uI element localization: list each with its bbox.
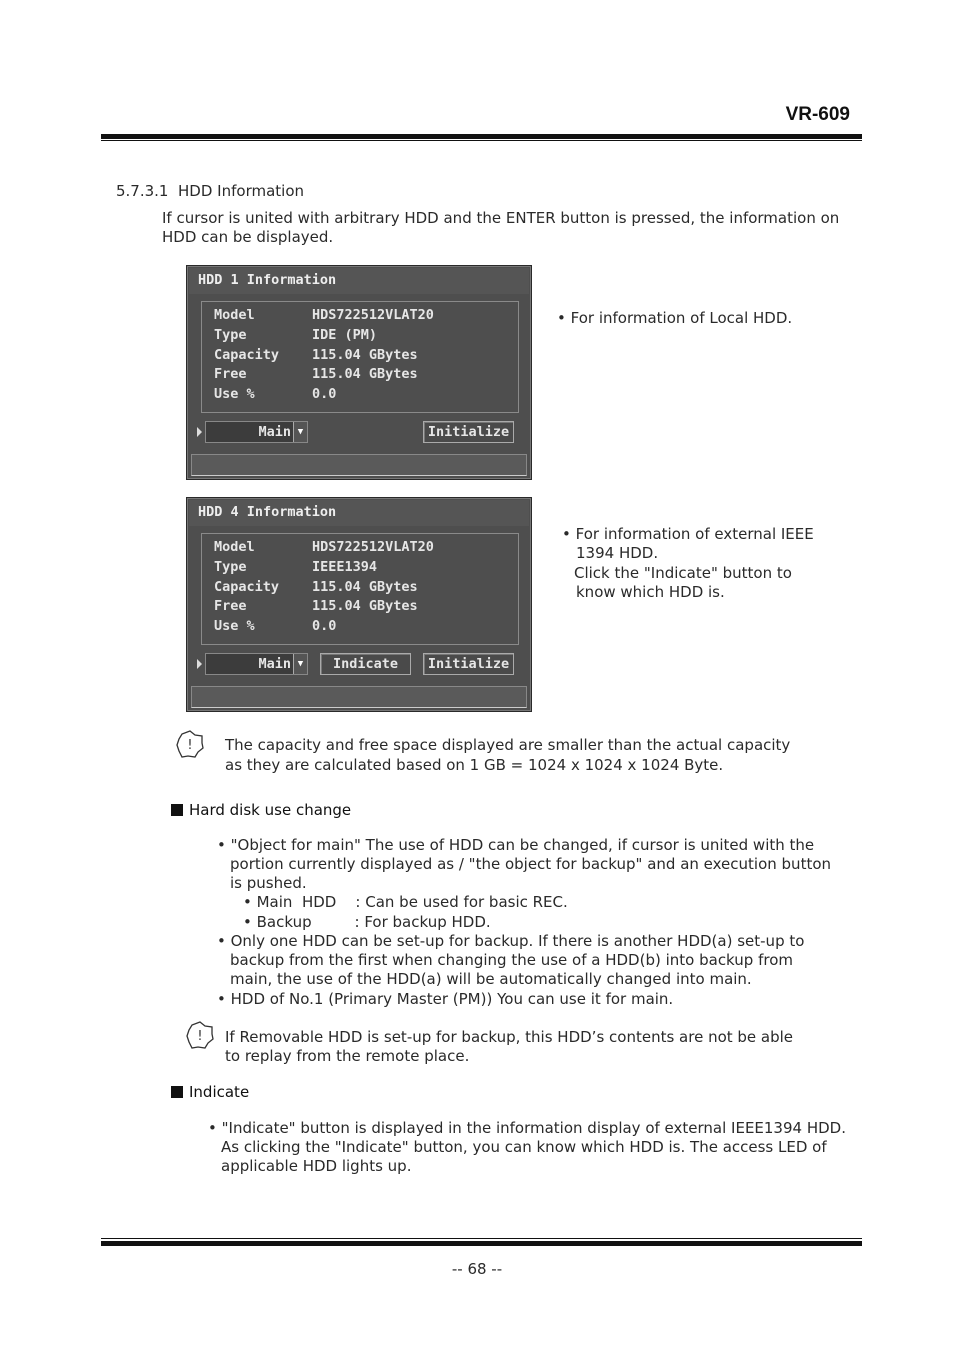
cursor-arrow-icon bbox=[197, 427, 202, 437]
initialize-button[interactable]: Initialize bbox=[423, 653, 514, 675]
caution2-line-2: to replay from the remote place. bbox=[225, 1047, 470, 1065]
info-row-type: Type IDE (PM) bbox=[214, 327, 378, 343]
svg-text:!: ! bbox=[187, 738, 193, 753]
chevron-down-icon[interactable]: ▼ bbox=[293, 654, 307, 674]
hdd-change-line: • HDD of No.1 (Primary Master (PM)) You can use it for main. bbox=[217, 990, 674, 1008]
panel2-note-4: know which HDD is. bbox=[576, 583, 725, 601]
square-bullet-icon bbox=[171, 804, 183, 816]
info-row-capacity: Capacity 115.04 GBytes bbox=[214, 579, 418, 595]
info-box bbox=[201, 533, 519, 645]
hdd-change-heading: Hard disk use change bbox=[171, 801, 351, 821]
info-row-type: Type IEEE1394 bbox=[214, 559, 378, 575]
section-title: HDD Information bbox=[178, 182, 305, 200]
panel-title: HDD 1 Information bbox=[198, 272, 337, 288]
panel2-note-2: 1394 HDD. bbox=[576, 544, 659, 562]
indicate-button[interactable]: Indicate bbox=[320, 653, 411, 675]
status-bar bbox=[191, 454, 527, 476]
hdd-use-select-label: Main bbox=[258, 424, 291, 440]
panel1-note: • For information of Local HDD. bbox=[557, 309, 793, 327]
panel-title: HDD 4 Information bbox=[198, 504, 337, 520]
hdd-use-select[interactable] bbox=[205, 421, 308, 443]
footer-rule-thin bbox=[101, 1238, 862, 1239]
square-bullet-icon bbox=[171, 1086, 183, 1098]
hdd-change-line: • Main HDD : Can be used for basic REC. bbox=[243, 893, 568, 911]
info-row-free: Free 115.04 GBytes bbox=[214, 598, 418, 614]
info-row-free: Free 115.04 GBytes bbox=[214, 366, 418, 382]
hdd-change-line: main, the use of the HDD(a) will be automatically changed into main. bbox=[230, 970, 752, 988]
hdd-change-line: • "Object for main" The use of HDD can be changed, if cursor is united with the bbox=[217, 836, 815, 854]
info-row-model: Model HDS722512VLAT20 bbox=[214, 307, 434, 323]
hdd-use-select[interactable] bbox=[205, 653, 308, 675]
cursor-arrow-icon bbox=[197, 659, 202, 669]
intro-line-1: If cursor is united with arbitrary HDD and the ENTER button is pressed, the information on bbox=[162, 209, 840, 227]
indicate-line: • "Indicate" button is displayed in the information display of external IEEE1394 HDD. bbox=[208, 1119, 846, 1137]
hdd-change-line: is pushed. bbox=[230, 874, 307, 892]
hdd-change-line: backup from the first when changing the use of a HDD(b) into backup from bbox=[230, 951, 793, 969]
info-box bbox=[201, 301, 519, 413]
info-row-use: Use % 0.0 bbox=[214, 618, 337, 634]
section-number: 5.7.3.1 bbox=[116, 182, 169, 200]
section-heading bbox=[116, 182, 304, 202]
page-number: -- 68 -- bbox=[451, 1260, 503, 1278]
chevron-down-icon[interactable]: ▼ bbox=[293, 422, 307, 442]
caution1-line-2: as they are calculated based on 1 GB = 1024 x 1024 x 1024 Byte. bbox=[225, 756, 724, 774]
caution1-line-1: The capacity and free space displayed are smaller than the actual capacity bbox=[225, 736, 791, 754]
indicate-heading: Indicate bbox=[171, 1083, 249, 1103]
caution-icon bbox=[176, 730, 204, 758]
panel2-note-1: • For information of external IEEE bbox=[562, 525, 814, 543]
hdd1-info-panel bbox=[186, 265, 532, 480]
info-row-use: Use % 0.0 bbox=[214, 386, 337, 402]
hdd-change-line: portion currently displayed as / "the object for backup" and an execution button bbox=[230, 855, 832, 873]
hdd-use-select-label: Main bbox=[258, 656, 291, 672]
intro-line-2: HDD can be displayed. bbox=[162, 228, 334, 246]
header-rule-thin bbox=[101, 140, 862, 141]
hdd-change-line: • Backup : For backup HDD. bbox=[243, 913, 491, 931]
caution-icon bbox=[186, 1021, 214, 1049]
info-row-capacity: Capacity 115.04 GBytes bbox=[214, 347, 418, 363]
document-model-title: VR-609 bbox=[785, 104, 850, 125]
svg-text:!: ! bbox=[197, 1029, 203, 1044]
footer-rule bbox=[101, 1241, 862, 1246]
status-bar bbox=[191, 686, 527, 708]
initialize-button[interactable]: Initialize bbox=[423, 421, 514, 443]
indicate-line: applicable HDD lights up. bbox=[221, 1157, 412, 1175]
hdd4-info-panel bbox=[186, 497, 532, 712]
indicate-line: As clicking the "Indicate" button, you can know which HDD is. The access LED of bbox=[221, 1138, 827, 1156]
info-row-model: Model HDS722512VLAT20 bbox=[214, 539, 434, 555]
caution2-line-1: If Removable HDD is set-up for backup, this HDD’s contents are not be able bbox=[225, 1028, 794, 1046]
header-rule bbox=[101, 134, 862, 139]
panel2-note-3: Click the "Indicate" button to bbox=[574, 564, 792, 582]
hdd-change-line: • Only one HDD can be set-up for backup. If there is another HDD(a) set-up to bbox=[217, 932, 805, 950]
